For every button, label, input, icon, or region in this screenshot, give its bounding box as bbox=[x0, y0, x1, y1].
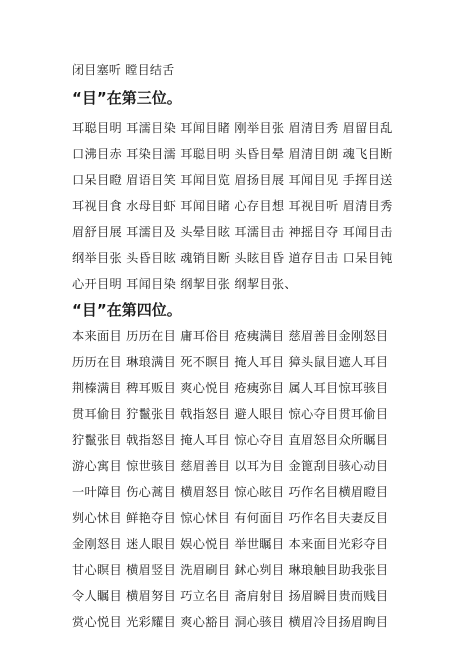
idiom-row: 口沸目赤 耳染目濡 耳聪目明 头昏目晕 眉清目朗 魂飞目断 bbox=[72, 147, 393, 161]
idiom-row: 纲举目张 头昏目眩 魂销目断 头眩目昏 道存目击 口呆目钝 bbox=[72, 251, 393, 265]
idiom-row: 眉舒目展 耳濡目及 头晕目眩 耳濡目击 神摇目夺 耳闻目击 bbox=[72, 225, 393, 239]
idiom-row: 耳聪目明 耳濡目染 耳闻目睹 刚举目张 眉清目秀 眉留目乱 bbox=[72, 121, 393, 135]
section-heading-third: “目”在第三位。 bbox=[72, 89, 182, 107]
idiom-row: 历历在目 琳琅满目 死不瞑目 掩人耳目 獐头鼠目遮人耳目 bbox=[72, 355, 389, 369]
idiom-row: 一叶障目 伤心蒿目 横眉怒目 惊心眩目 巧作名目横眉瞪目 bbox=[72, 485, 389, 499]
idiom-row: 刿心怵目 鲜艳夺目 惊心怵目 有何面目 巧作名目夫妻反目 bbox=[72, 511, 389, 525]
idiom-row: 本来面目 历历在目 庸耳俗目 疮痍满目 慈眉善目金刚怒目 bbox=[72, 329, 389, 343]
idiom-row: 荆榛满目 稗耳贩目 爽心悦目 疮痍弥目 属人耳目惊耳骇目 bbox=[72, 381, 389, 395]
idiom-row: 令人瞩目 横眉努目 巧立名目 斋肩射目 扬眉瞬目贵而贱目 bbox=[72, 589, 389, 603]
idiom-row: 口呆目瞪 眉语目笑 耳闻目览 眉扬目展 耳闻目见 手挥目送 bbox=[72, 173, 393, 187]
idiom-row: 耳视目食 水母目虾 耳闻目睹 心存目想 耳视目听 眉清目秀 bbox=[72, 199, 393, 213]
section-heading-fourth: “目”在第四位。 bbox=[72, 301, 182, 319]
idiom-row: 赏心悦目 光彩耀目 爽心豁目 洞心骇目 横眉冷目扬眉眴目 bbox=[72, 615, 389, 629]
idiom-row: 狞鬣张目 戟指怒目 掩人耳目 惊心夺目 直眉怒目众所瞩目 bbox=[72, 433, 389, 447]
idiom-row: 甘心瞑目 横眉竖目 洗眉刷目 鉥心刿目 琳琅触目助我张目 bbox=[72, 563, 389, 577]
idiom-row: 金刚怒目 迷人眼目 娱心悦目 举世瞩目 本来面目光彩夺目 bbox=[72, 537, 389, 551]
idiom-row: 贯耳偷目 狞鬣张目 戟指怒目 避人眼目 惊心夺目贯耳偷目 bbox=[72, 407, 389, 421]
idiom-row: 游心寓目 惊世骇目 慈眉善目 以耳为目 金篦刮目骇心动目 bbox=[72, 459, 389, 473]
intro-line: 闭目塞听 瞠目结舌 bbox=[72, 63, 175, 77]
idiom-row: 心开目明 耳闻目染 纲挈目张 纲挈目张、 bbox=[72, 277, 297, 291]
